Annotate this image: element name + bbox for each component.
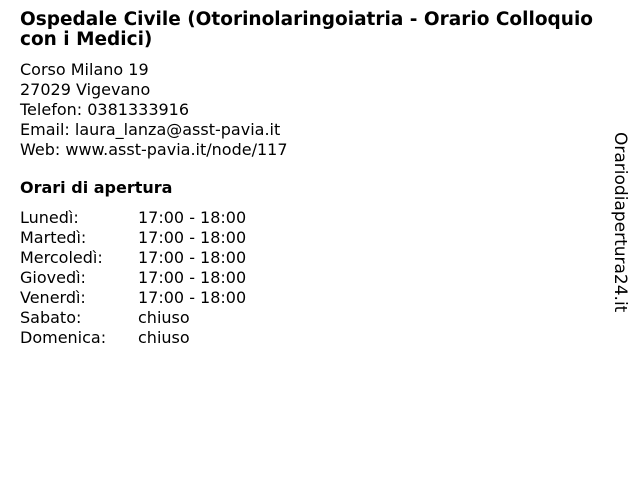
email-label: Email:	[20, 120, 70, 139]
hours-day: Venerdì:	[20, 288, 86, 307]
hours-row-friday	[20, 288, 600, 308]
hours-day: Mercoledì:	[20, 248, 103, 267]
hours-time: 17:00 - 18:00	[138, 228, 247, 247]
hours-time: chiuso	[138, 308, 190, 327]
hours-row-sunday	[20, 328, 600, 348]
hours-day: Sabato:	[20, 308, 82, 327]
hours-time: 17:00 - 18:00	[138, 268, 247, 287]
hours-row-tuesday	[20, 228, 600, 248]
opening-hours-heading: Orari di apertura	[20, 178, 173, 197]
hours-day: Giovedì:	[20, 268, 86, 287]
hours-time: 17:00 - 18:00	[138, 288, 247, 307]
email-link[interactable]: laura_lanza@asst-pavia.it	[74, 120, 281, 139]
hours-day: Lunedì:	[20, 208, 79, 227]
opening-hours-table	[20, 208, 600, 348]
hours-time: 17:00 - 18:00	[138, 208, 247, 227]
address-street: Corso Milano 19	[20, 60, 149, 79]
contact-block	[20, 60, 600, 160]
web-link[interactable]: www.asst-pavia.it/node/117	[65, 140, 288, 159]
site-watermark: Orariodiapertura24.it	[610, 132, 630, 313]
hours-day: Martedì:	[20, 228, 87, 247]
hours-row-saturday	[20, 308, 600, 328]
phone-value[interactable]: 0381333916	[87, 100, 190, 119]
hours-day: Domenica:	[20, 328, 107, 347]
hours-row-wednesday	[20, 248, 600, 268]
hours-time: chiuso	[138, 328, 190, 347]
phone-label: Telefon:	[20, 100, 83, 119]
web-label: Web:	[20, 140, 61, 159]
address-city: 27029 Vigevano	[20, 80, 151, 99]
web-line	[20, 140, 600, 160]
email-line	[20, 120, 600, 140]
hours-time: 17:00 - 18:00	[138, 248, 247, 267]
hours-row-thursday	[20, 268, 600, 288]
place-title: Ospedale Civile (Otorinolaringoiatria - Orario Colloquio con i Medici)	[20, 9, 593, 50]
hours-row-monday	[20, 208, 600, 228]
place-card	[20, 10, 600, 348]
phone-line	[20, 100, 600, 120]
